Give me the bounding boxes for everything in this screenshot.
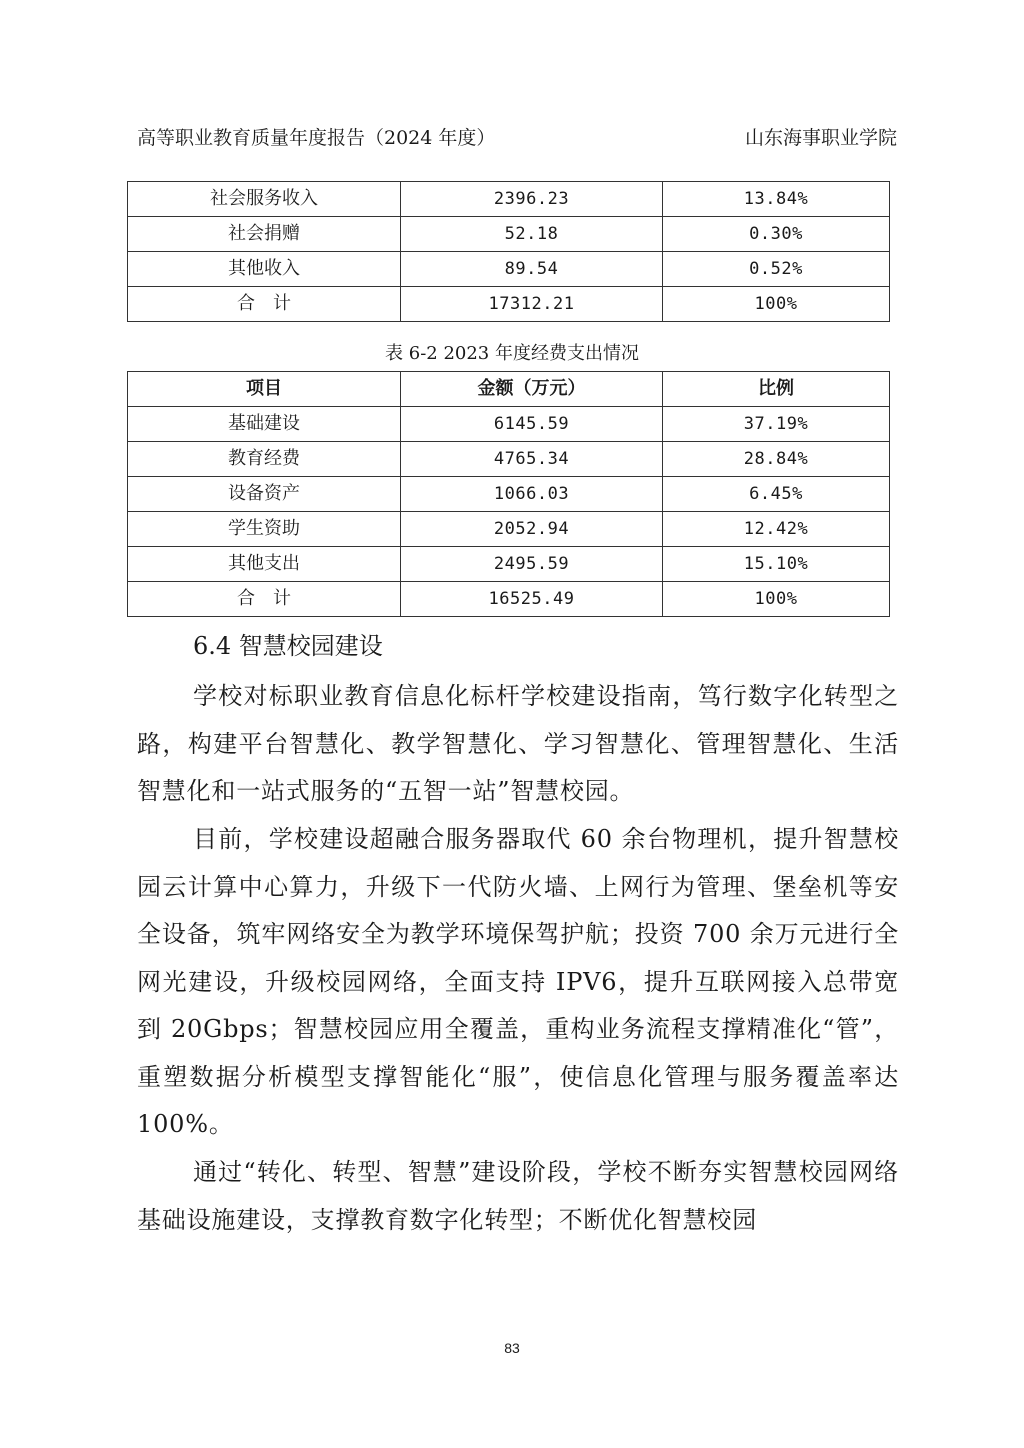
table-row xyxy=(128,442,890,477)
ratio-cell: 6.45% xyxy=(663,477,890,512)
ratio-cell: 100% xyxy=(663,287,890,322)
ratio-cell: 12.42% xyxy=(663,512,890,547)
amount-cell: 1066.03 xyxy=(401,477,663,512)
amount-cell: 89.54 xyxy=(401,252,663,287)
expense-table xyxy=(127,371,890,617)
amount-cell: 2052.94 xyxy=(401,512,663,547)
item-cell: 设备资产 xyxy=(128,477,401,512)
column-header-ratio: 比例 xyxy=(663,372,890,407)
table-row-total xyxy=(128,582,890,617)
amount-cell: 17312.21 xyxy=(401,287,663,322)
institution-name: 山东海事职业学院 xyxy=(744,127,897,149)
amount-cell: 6145.59 xyxy=(401,407,663,442)
ratio-cell: 0.52% xyxy=(663,252,890,287)
item-cell: 其他收入 xyxy=(128,252,401,287)
page-number: 83 xyxy=(504,1340,520,1356)
item-cell: 其他支出 xyxy=(128,547,401,582)
body-paragraph: 目前，学校建设超融合服务器取代 60 余台物理机，提升智慧校园云计算中心算力，升级下一代防火墙、上网行为管理、堡垒机等安全设备，筑牢网络安全为教学环境保驾护航；投资 700 余万元进行全网光建设，升级校园网络，全面支持 IPV6，提升互联网接入总带宽到 20Gbps；智慧校园应用全覆盖，重构业务流程支撑精准化“管”，重塑数据分析模型支撑智能化“服”，使信息化管理与服务覆盖率达 100%。 xyxy=(137,825,899,1138)
amount-cell: 16525.49 xyxy=(401,582,663,617)
table-header-row xyxy=(128,372,890,407)
amount-cell: 2495.59 xyxy=(401,547,663,582)
item-cell: 合 计 xyxy=(128,287,401,322)
ratio-cell: 0.30% xyxy=(663,217,890,252)
ratio-cell: 37.19% xyxy=(663,407,890,442)
body-paragraph: 学校对标职业教育信息化标杆学校建设指南，笃行数字化转型之路，构建平台智慧化、教学智慧化、学习智慧化、管理智慧化、生活智慧化和一站式服务的“五智一站”智慧校园。 xyxy=(137,682,899,805)
report-title: 高等职业教育质量年度报告（2024 年度） xyxy=(137,127,496,149)
amount-cell: 2396.23 xyxy=(401,182,663,217)
income-table-continued xyxy=(127,181,890,322)
ratio-cell: 28.84% xyxy=(663,442,890,477)
table-row xyxy=(128,217,890,252)
amount-cell: 4765.34 xyxy=(401,442,663,477)
item-cell: 社会服务收入 xyxy=(128,182,401,217)
table-row xyxy=(128,477,890,512)
table-caption: 表 6-2 2023 年度经费支出情况 xyxy=(385,343,639,364)
column-header-amount: 金额（万元） xyxy=(401,372,663,407)
table-row xyxy=(128,407,890,442)
body-paragraph: 通过“转化、转型、智慧”建设阶段，学校不断夯实智慧校园网络基础设施建设，支撑教育数字化转型；不断优化智慧校园 xyxy=(137,1158,899,1234)
table-row xyxy=(128,182,890,217)
item-cell: 教育经费 xyxy=(128,442,401,477)
table-row xyxy=(128,547,890,582)
page-header xyxy=(137,124,897,152)
table-row xyxy=(128,252,890,287)
ratio-cell: 100% xyxy=(663,582,890,617)
table-row xyxy=(128,512,890,547)
table-row-total xyxy=(128,287,890,322)
ratio-cell: 13.84% xyxy=(663,182,890,217)
amount-cell: 52.18 xyxy=(401,217,663,252)
ratio-cell: 15.10% xyxy=(663,547,890,582)
item-cell: 社会捐赠 xyxy=(128,217,401,252)
section-heading: 6.4 智慧校园建设 xyxy=(193,632,383,660)
item-cell: 基础建设 xyxy=(128,407,401,442)
item-cell: 学生资助 xyxy=(128,512,401,547)
item-cell: 合 计 xyxy=(128,582,401,617)
column-header-item: 项目 xyxy=(128,372,401,407)
